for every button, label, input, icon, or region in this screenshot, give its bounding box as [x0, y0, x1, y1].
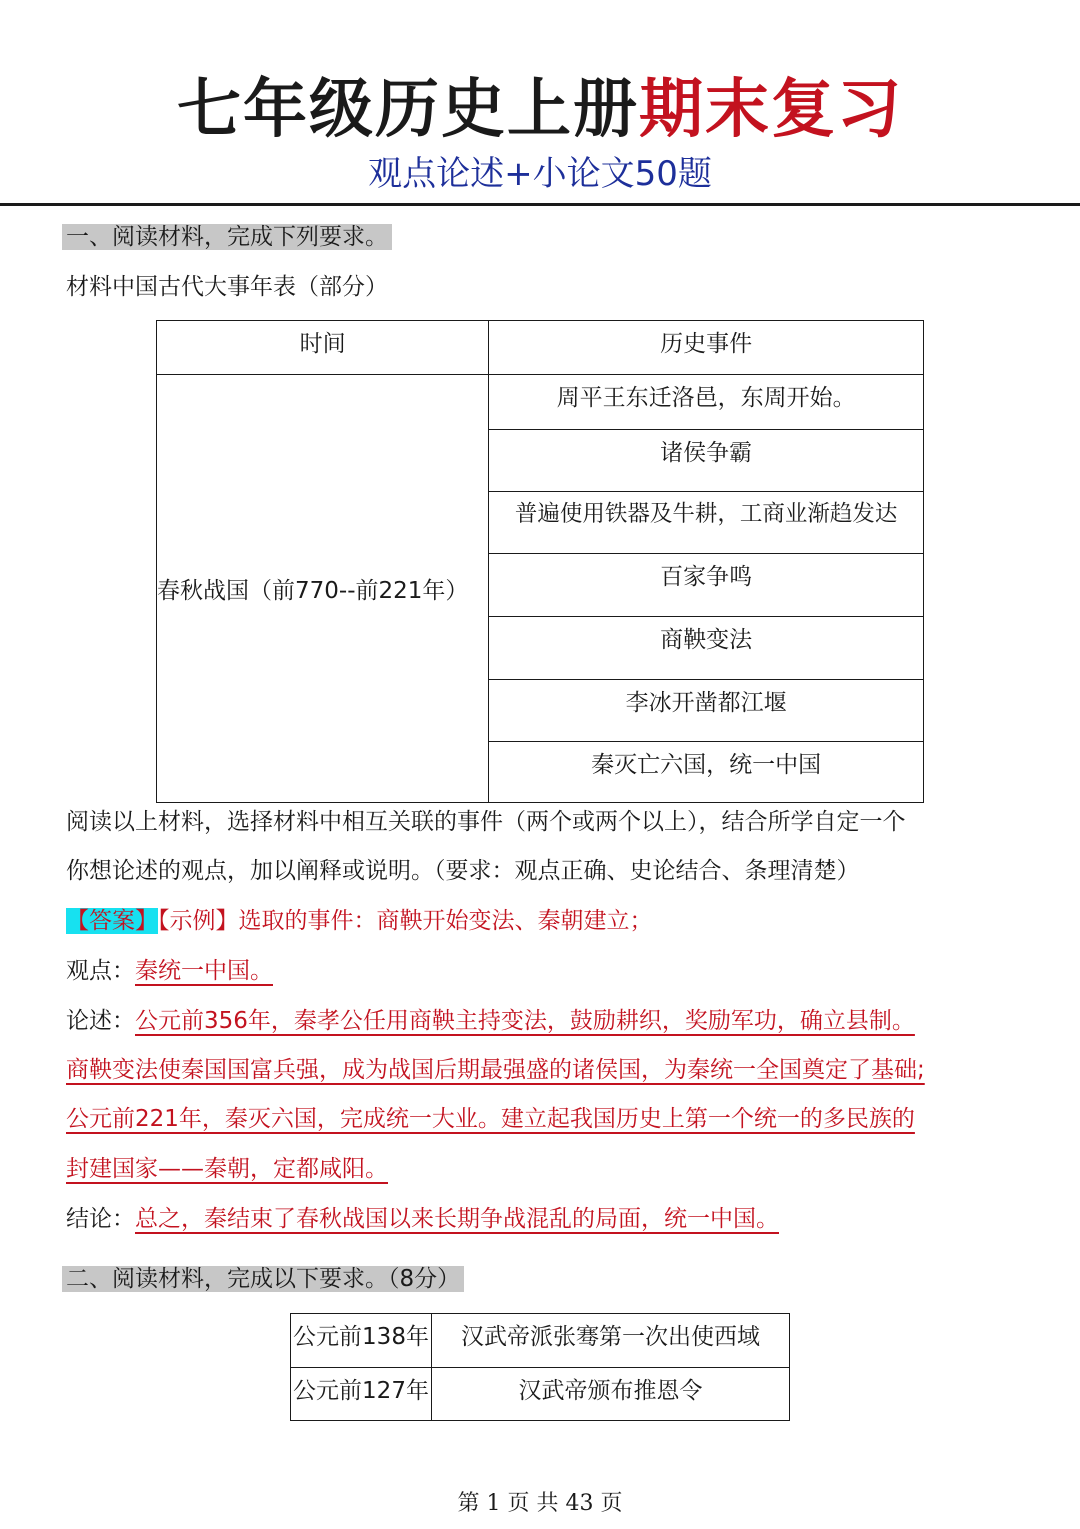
question-line-1: 阅读以上材料，选择材料中相互关联的事件（两个或两个以上），结合所学自定一个 [66, 809, 906, 835]
page-number: 第 1 页 共 43 页 [457, 1491, 623, 1516]
section2-heading: 二、阅读材料，完成以下要求。（8分） [62, 1262, 464, 1296]
date-cell: 公元前127年 [291, 1368, 432, 1421]
question-line-2: 你想论述的观点，加以阐释或说明。（要求：观点正确、史论结合、条理清楚） [66, 858, 860, 884]
title-red-part: 期末复习 [639, 73, 903, 147]
viewpoint-text: 秦统一中国。 [135, 958, 273, 984]
argument-label: 论述： [66, 1008, 135, 1034]
event-cell: 百家争鸣 [489, 554, 924, 617]
answer-line [66, 904, 653, 938]
page-subtitle: 观点论述+小论文50题 [368, 154, 712, 194]
section1-heading: 一、阅读材料，完成下列要求。 [62, 220, 392, 254]
han-events-table [290, 1313, 790, 1421]
material-intro: 材料中国古代大事年表（部分） [66, 274, 388, 300]
argument-line-1 [66, 1004, 925, 1038]
date-cell: 公元前138年 [291, 1314, 432, 1368]
viewpoint-label: 观点： [66, 958, 135, 984]
event-cell: 李冰开凿都江堰 [489, 680, 924, 742]
event-cell: 诸侯争霸 [489, 430, 924, 492]
argument-line-4: 封建国家——秦朝，定都咸阳。 [66, 1156, 388, 1182]
chronology-table [156, 320, 924, 803]
table-header-event: 历史事件 [489, 321, 924, 375]
conclusion-text: 总之，秦结束了春秋战国以来长期争战混乱的局面，统一中国。 [135, 1206, 779, 1232]
viewpoint-line [66, 954, 279, 988]
argument-line-2: 商鞅变法使秦国国富兵强，成为战国后期最强盛的诸侯国，为秦统一全国奠定了基础; [66, 1057, 925, 1083]
answer-example: 【示例】选取的事件：商鞅开始变法、秦朝建立； [158, 908, 653, 934]
conclusion-line [66, 1202, 789, 1236]
event-cell: 汉武帝颁布推恩令 [432, 1368, 790, 1421]
event-cell: 秦灭亡六国，统一中国 [489, 742, 924, 803]
page-title [0, 68, 1080, 152]
conclusion-label: 结论： [66, 1206, 135, 1232]
answer-tag: 【答案】 [66, 908, 158, 934]
argument-line-3: 公元前221年，秦灭六国，完成统一大业。建立起我国历史上第一个统一的多民族的 [66, 1106, 915, 1132]
title-black-part: 七年级历史上册 [177, 73, 639, 147]
event-cell: 商鞅变法 [489, 617, 924, 680]
period-cell: 春秋战国（前770--前221年） [157, 375, 489, 803]
header-divider [0, 203, 1080, 206]
table-header-time: 时间 [157, 321, 489, 375]
event-cell: 普遍使用铁器及牛耕，工商业渐趋发达 [489, 492, 924, 554]
argument-text: 公元前356年，秦孝公任用商鞅主持变法，鼓励耕织，奖励军功，确立县制。 [135, 1008, 915, 1034]
event-cell: 汉武帝派张骞第一次出使西域 [432, 1314, 790, 1368]
event-cell: 周平王东迁洛邑，东周开始。 [489, 375, 924, 430]
